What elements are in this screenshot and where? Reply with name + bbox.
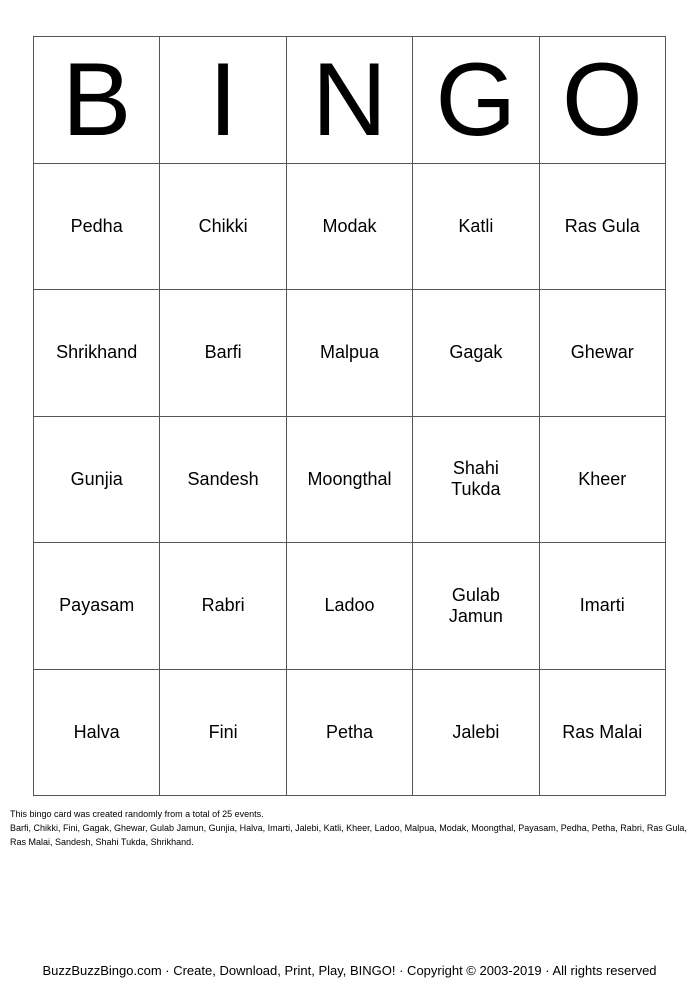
cell-label: Jalebi bbox=[452, 721, 500, 742]
bingo-cell bbox=[539, 290, 665, 417]
bingo-cell bbox=[160, 163, 286, 290]
cell-label: Shrikhand bbox=[56, 342, 138, 363]
header-letter-n: N bbox=[286, 37, 412, 164]
cell-label: Gagak bbox=[449, 342, 503, 363]
bingo-cell bbox=[160, 669, 286, 796]
bingo-cell bbox=[34, 416, 160, 543]
bingo-cell bbox=[34, 543, 160, 670]
header-letter-b: B bbox=[34, 37, 160, 164]
cell-label: Ras Gula bbox=[564, 215, 640, 236]
site-credit: BuzzBuzzBingo.com · Create, Download, Print, Play, BINGO! · Copyright © 2003-2019 · All rights reserved bbox=[42, 963, 657, 978]
bingo-cell bbox=[539, 163, 665, 290]
bingo-cell bbox=[286, 669, 412, 796]
bingo-row-3 bbox=[34, 416, 666, 543]
footnote-event-list: Barfi, Chikki, Fini, Gagak, Ghewar, Gulab Jamun, Gunjia, Halva, Imarti, Jalebi, Katli, Kheer, Ladoo, Malpua, Modak, Moongthal, Payasam, Pedha, Petha, Rabri, Ras Gula, Ras Malai, Sandesh, Shahi Tukda, Shrikhand. bbox=[10, 823, 687, 847]
footnote-summary: This bingo card was created randomly from a total of 25 events. bbox=[10, 809, 264, 819]
cell-label: Kheer bbox=[578, 468, 627, 489]
bingo-cell bbox=[286, 163, 412, 290]
bingo-cell bbox=[160, 416, 286, 543]
cell-label: Barfi bbox=[204, 342, 242, 363]
bingo-card bbox=[33, 36, 666, 796]
cell-label: Ras Malai bbox=[562, 721, 643, 742]
cell-label: Gunjia bbox=[70, 468, 123, 489]
bingo-cell bbox=[34, 669, 160, 796]
card-footnote bbox=[10, 807, 690, 849]
bingo-cell bbox=[413, 163, 539, 290]
cell-label: Chikki bbox=[198, 215, 248, 236]
bingo-row-1 bbox=[34, 163, 666, 290]
cell-label: Fini bbox=[208, 721, 238, 742]
bingo-cell bbox=[539, 543, 665, 670]
header-letter-i: I bbox=[160, 37, 286, 164]
cell-label: Malpua bbox=[319, 342, 379, 363]
bingo-cell bbox=[413, 669, 539, 796]
cell-label: Gulab Jamun bbox=[448, 584, 503, 626]
bingo-row-2 bbox=[34, 290, 666, 417]
bingo-cell bbox=[539, 416, 665, 543]
bingo-row-5 bbox=[34, 669, 666, 796]
cell-label: Katli bbox=[458, 215, 494, 236]
cell-label: Petha bbox=[325, 721, 373, 742]
cell-label: Shahi Tukda bbox=[451, 458, 501, 500]
cell-label: Pedha bbox=[70, 215, 123, 236]
bingo-cell bbox=[413, 290, 539, 417]
cell-label: Imarti bbox=[579, 595, 625, 616]
bingo-cell bbox=[286, 543, 412, 670]
bingo-cell bbox=[286, 416, 412, 543]
bingo-cell bbox=[34, 290, 160, 417]
bingo-cell bbox=[286, 290, 412, 417]
header-letter-g: G bbox=[413, 37, 539, 164]
bingo-cell bbox=[34, 163, 160, 290]
bingo-cell bbox=[160, 543, 286, 670]
cell-label: Halva bbox=[73, 721, 120, 742]
cell-label: Modak bbox=[322, 215, 377, 236]
cell-label: Sandesh bbox=[187, 468, 259, 489]
cell-label: Rabri bbox=[201, 595, 245, 616]
bingo-cell bbox=[413, 543, 539, 670]
cell-label: Ghewar bbox=[570, 342, 634, 363]
bingo-header-row bbox=[34, 37, 666, 164]
bingo-cell bbox=[160, 290, 286, 417]
bingo-cell bbox=[413, 416, 539, 543]
cell-label: Ladoo bbox=[324, 595, 375, 616]
bingo-row-4 bbox=[34, 543, 666, 670]
header-letter-o: O bbox=[539, 37, 665, 164]
bingo-cell bbox=[539, 669, 665, 796]
cell-label: Moongthal bbox=[307, 468, 392, 489]
cell-label: Payasam bbox=[59, 595, 135, 616]
